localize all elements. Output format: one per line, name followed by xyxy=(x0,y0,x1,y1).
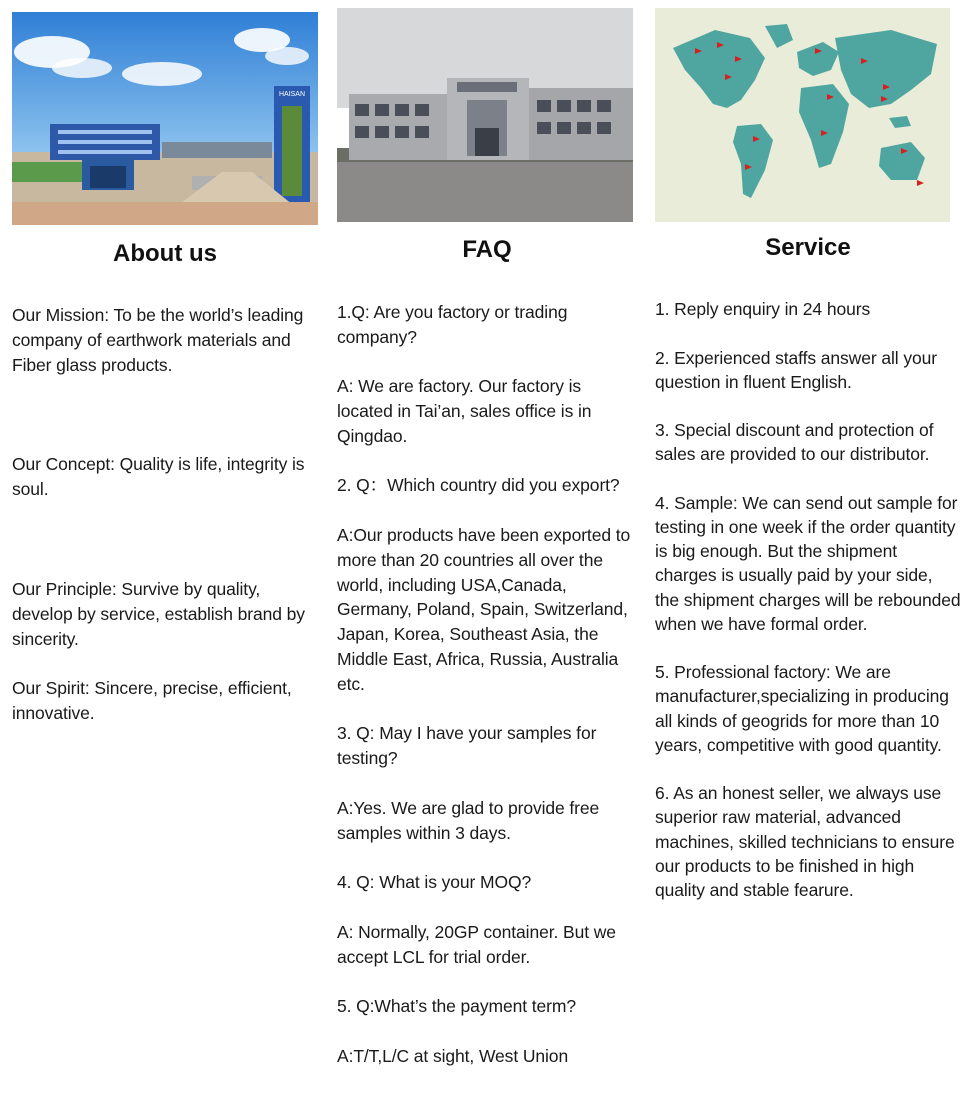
faq-a5: A:T/T,L/C at sight, West Union xyxy=(337,1045,569,1066)
faq-q2: 2. Q：Which country did you export? xyxy=(337,475,620,496)
service-item-2: 2. Experienced staffs answer all your question in fluent English. xyxy=(655,347,937,392)
about-mission: Our Mission: To be the world’s leading company of earthwork materials and Fiber glass products. xyxy=(12,304,304,375)
service-item-5: 5. Professional factory: We are manufacturer,specializing in producing all kinds of geogrids for more than 10 years, competitive with good quantity. xyxy=(655,662,949,755)
faq-q3: 3. Q: May I have your samples for testing? xyxy=(337,723,597,769)
world-map-image xyxy=(655,8,950,222)
faq-heading: FAQ xyxy=(462,236,512,263)
about-body xyxy=(12,278,318,751)
faq-a2: A:Our products have been exported to more than 20 countries all over the world, including USA,Canada, Germany, Poland, Spain, Switzerland, Japan, Korea, Southeast Asia, the Middle East, Africa, Russia, Australia etc. xyxy=(337,524,631,694)
about-heading: About us xyxy=(113,240,217,267)
gate-sign-text: HAISAN xyxy=(278,91,306,98)
service-item-4: 4. Sample: We can send out sample for testing in one week if the order quantity is big enough. But the shipment charges is usually paid by your side, the shipment charges will be rebounded when we have formal order. xyxy=(655,492,961,634)
faq-body xyxy=(337,275,637,1093)
about-principle: Our Principle: Survive by quality, develop by service, establish brand by sincerity. xyxy=(12,578,305,649)
office-building-photo xyxy=(337,8,633,222)
faq-a1: A: We are factory. Our factory is located in Tai’an, sales office is in Qingdao. xyxy=(337,376,592,446)
service-body xyxy=(655,273,961,926)
service-item-1: 1. Reply enquiry in 24 hours xyxy=(655,299,871,320)
about-spirit: Our Spirit: Sincere, precise, efficient, innovative. xyxy=(12,678,292,724)
factory-gate-photo xyxy=(12,12,318,225)
faq-q5: 5. Q:What’s the payment term? xyxy=(337,996,576,1017)
faq-q1: 1.Q: Are you factory or trading company? xyxy=(337,301,568,347)
about-concept: Our Concept: Quality is life, integrity is soul. xyxy=(12,454,305,500)
faq-a4: A: Normally, 20GP container. But we accept LCL for trial order. xyxy=(337,921,616,967)
faq-a3: A:Yes. We are glad to provide free samples within 3 days. xyxy=(337,797,600,843)
service-item-3: 3. Special discount and protection of sales are provided to our distributor. xyxy=(655,420,934,465)
faq-q4: 4. Q: What is your MOQ? xyxy=(337,872,532,893)
service-heading: Service xyxy=(765,234,851,261)
service-item-6: 6. As an honest seller, we always use superior raw material, advanced machines, skilled technicians to ensure our products to be finished in high quality and stable fearure. xyxy=(655,783,955,901)
